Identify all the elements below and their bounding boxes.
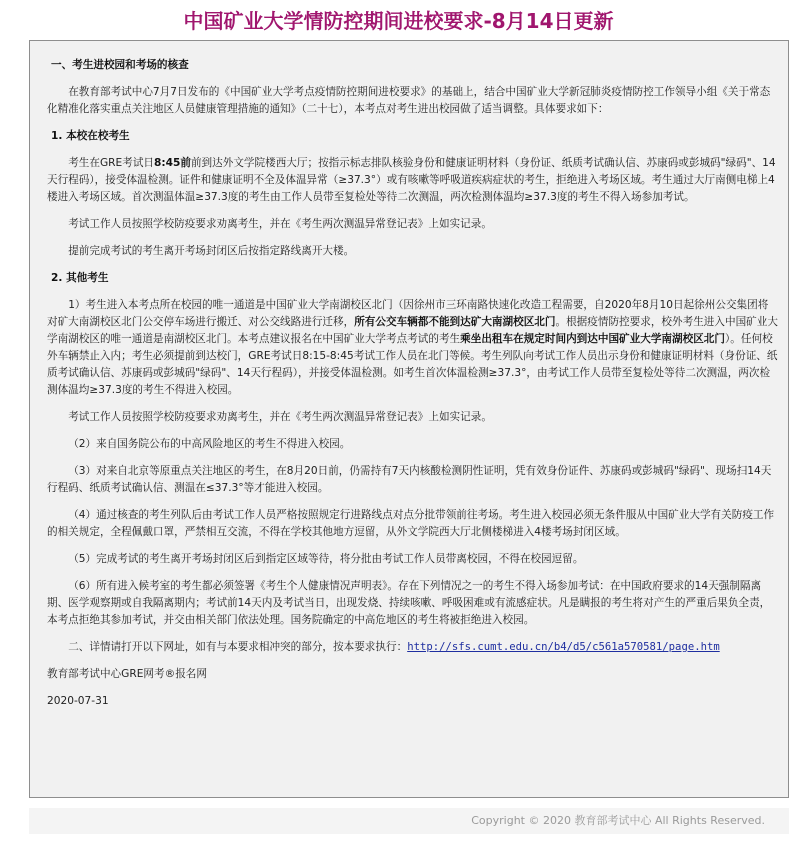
rule-item-2: （2）来自国务院公布的中高风险地区的考生不得进入校园。 [68,438,351,450]
rule-item-3: （3）对来自北京等原重点关注地区的考生，在8月20日前，仍需持有7天内核酸检测阴性证明，凭有效身份证件、苏康码或彭城码"绿码"、现场扫14天行程码、纸质考试确认信、测温在≤37.3°等才能进入校园。 [47,465,772,494]
paragraph-early-finish: 提前完成考试的考生离开考场封闭区后按指定路线离开大楼。 [68,245,355,257]
subheading-in-school-candidates: 1. 本校在校考生 [51,130,130,142]
section-2-text: 二、详情请打开以下网址，如有与本要求相冲突的部分，按本要求执行： [68,641,408,653]
paragraph-staff-record-2: 考试工作人员按照学校防疫要求劝离考生，并在《考生两次测温异常登记表》上如实记录。 [68,411,492,423]
footer-copyright: Copyright © 2020 教育部考试中心 All Rights Reserved. [29,808,789,834]
taxi-advice-emphasis: 乘坐出租车在规定时间内到达中国矿业大学南湖校区北门 [460,333,725,345]
article-panel [29,40,789,798]
rule-item-4: （4）通过核查的考生列队后由考试工作人员严格按照规定行进路线点对点分批带领前往考场。考生进入校园必须无条件服从中国矿业大学有关防疫工作的相关规定，全程佩戴口罩，严禁相互交流，不得在学校其他地方逗留，从外文学院西大厅北侧楼梯进入4楼考场封闭区域。 [47,509,775,538]
intro-paragraph: 在教育部考试中心7月7日发布的《中国矿业大学考点疫情防控期间进校要求》的基础上，结合中国矿业大学新冠肺炎疫情防控工作领导小组《关于常态化精准化落实重点关注地区人员健康管理措施的通知》（二十七），本考点对考生进出校园做了适当调整。具体要求如下： [47,86,771,115]
text-segment: 。根据疫情防控要求，校外考生进入中国矿业大学南湖校区的唯一通道是南湖校区北门。本考点建议报名在中国矿业大学考点考试的考生 [47,316,778,345]
publish-date: 2020-07-31 [47,695,109,707]
text-segment: ）。任何校外车辆禁止入内；考生必须提前到达校门，GRE考试日8:15-8:45考试工作人员在北门等候。考生列队向考试工作人员出示身份和健康证明材料（身份证、纸质考试确认信、苏康码或彭城码"绿码"、14天行程码），并接受体温检测。如考生首次体温检测≥37.3°，由考试工作人员带至复检处等待二次测温，两次检测体温均≥37.3度的考生不得进入校园。 [47,333,778,396]
paragraph-staff-record: 考试工作人员按照学校防疫要求劝离考生，并在《考生两次测温异常登记表》上如实记录。 [68,218,492,230]
bus-notice-emphasis: 所有公交车辆都不能到达矿大南湖校区北门 [354,316,556,328]
text-segment: 前到达外文学院楼西大厅；按指示标志排队核验身份和健康证明材料（身份证、纸质考试确认信、苏康码或彭城码"绿码"、14天行程码），接受体温检测。证件和健康证明不全及体温异常（≥37.3°）或有咳嗽等呼吸道疾病症状的考生，拒绝进入考场区域。考生通过大厅南侧电梯上4楼进入考场区域。首次测温体温≥37.3度的考生由工作人员带至复检处等待二次测温，两次检测体温均≥37.3度的考生不得入场参加考试。 [47,157,776,203]
paragraph-in-school-arrival [47,155,778,206]
paragraph-north-gate [47,297,778,399]
signature: 教育部考试中心GRE网考®报名网 [47,668,207,680]
section-2-paragraph [47,639,778,656]
text-segment: 考生在GRE考试日 [68,157,155,169]
section-heading-1: 一、考生进校园和考场的核查 [51,59,189,71]
arrival-time-emphasis: 8:45前 [154,157,191,169]
subheading-other-candidates: 2. 其他考生 [51,272,109,284]
details-link[interactable]: http://sfs.cumt.edu.cn/b4/d5/c561a570581/page.htm [407,641,720,653]
rule-item-5: （5）完成考试的考生离开考场封闭区后到指定区域等待，将分批由考试工作人员带离校园，不得在校园逗留。 [68,553,584,565]
text-segment: 1）考生进入本考点所在校园的唯一通道是中国矿业大学南湖校区北门（因徐州市三环南路快速化改造工程需要，自2020年8月10日起徐州公交集团将对矿大南湖校区北门公交停车场进行搬迁、对公交线路进行迁移， [47,299,769,328]
rule-item-6: （6）所有进入候考室的考生都必须签署《考生个人健康情况声明表》。存在下列情况之一的考生不得入场参加考试：在中国政府要求的14天强制隔离期、医学观察期或自我隔离期内；考试前14天内及考试当日，出现发烧、持续咳嗽、呼吸困难或有流感症状。凡是瞒报的考生将对产生的严重后果负全责，本考点拒绝其参加考试，并交由相关部门依法处理。国务院确定的中高危地区的考生将被拒绝进入校园。 [47,580,771,626]
page-title: 中国矿业大学情防控期间进校要求-8月14日更新 [183,9,614,33]
